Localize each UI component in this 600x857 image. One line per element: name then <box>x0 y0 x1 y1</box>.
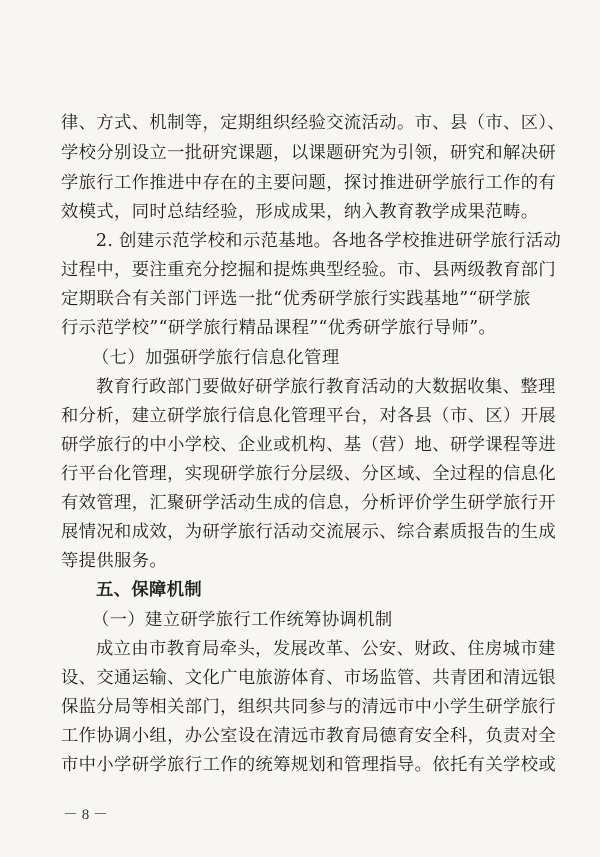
body-text-line: 行示范学校”“研学旅行精品课程”“优秀研学旅行导师”。 <box>61 318 497 338</box>
body-text-line: 工作协调小组，办公室设在清远市教育局德育安全科，负责对全 <box>61 726 557 746</box>
body-text-line: 定期联合有关部门评选一批“优秀研学旅行实践基地”“研学旅 <box>61 289 531 309</box>
body-text-line: 行平台化管理，实现研学旅行分层级、分区域、全过程的信息化 <box>61 464 557 484</box>
body-text-line: 教育行政部门要做好研学旅行教育活动的大数据收集、整理 <box>96 377 556 397</box>
subsection-heading: （七）加强研学旅行信息化管理 <box>92 348 340 368</box>
body-text-line: 学旅行工作推进中存在的主要问题，探讨推进研学旅行工作的有 <box>61 173 557 193</box>
body-text-line: 2. 创建示范学校和示范基地。各地各学校推进研学旅行活动 <box>96 231 562 251</box>
subsection-heading: （一）建立研学旅行工作统筹协调机制 <box>92 610 393 630</box>
section-heading: 五、保障机制 <box>96 580 203 600</box>
body-text-line: 和分析，建立研学旅行信息化管理平台，对各县（市、区）开展 <box>61 406 557 426</box>
body-text-line: 律、方式、机制等，定期组织经验交流活动。市、县（市、区）、 <box>61 113 566 133</box>
body-text-line: 学校分别设立一批研究课题，以课题研究为引领，研究和解决研 <box>61 143 557 163</box>
body-text-line: 成立由市教育局牵头，发展改革、公安、财政、住房城市建 <box>96 639 556 659</box>
body-text-line: 效模式，同时总结经验，形成成果，纳入教育教学成果范畴。 <box>61 202 539 222</box>
body-text-line: 设、交通运输、文化广电旅游体育、市场监管、共青团和清远银 <box>61 668 557 688</box>
body-text-line: 有效管理，汇聚研学活动生成的信息，分析评价学生研学旅行开 <box>61 493 557 513</box>
body-text-line: 保监分局等相关部门，组织共同参与的清远市中小学生研学旅行 <box>61 697 557 717</box>
body-text-line: 市中小学研学旅行工作的统筹规划和管理指导。依托有关学校或 <box>61 755 557 775</box>
body-text-line: 等提供服务。 <box>61 551 168 571</box>
body-text-line: 研学旅行的中小学校、企业或机构、基（营）地、研学课程等进 <box>61 435 557 455</box>
page-number: － 8 － <box>62 807 108 823</box>
body-text-line: 展情况和成效，为研学旅行活动交流展示、综合素质报告的生成 <box>61 522 557 542</box>
body-text-line: 过程中，要注重充分挖掘和提炼典型经验。市、县两级教育部门 <box>61 260 557 280</box>
